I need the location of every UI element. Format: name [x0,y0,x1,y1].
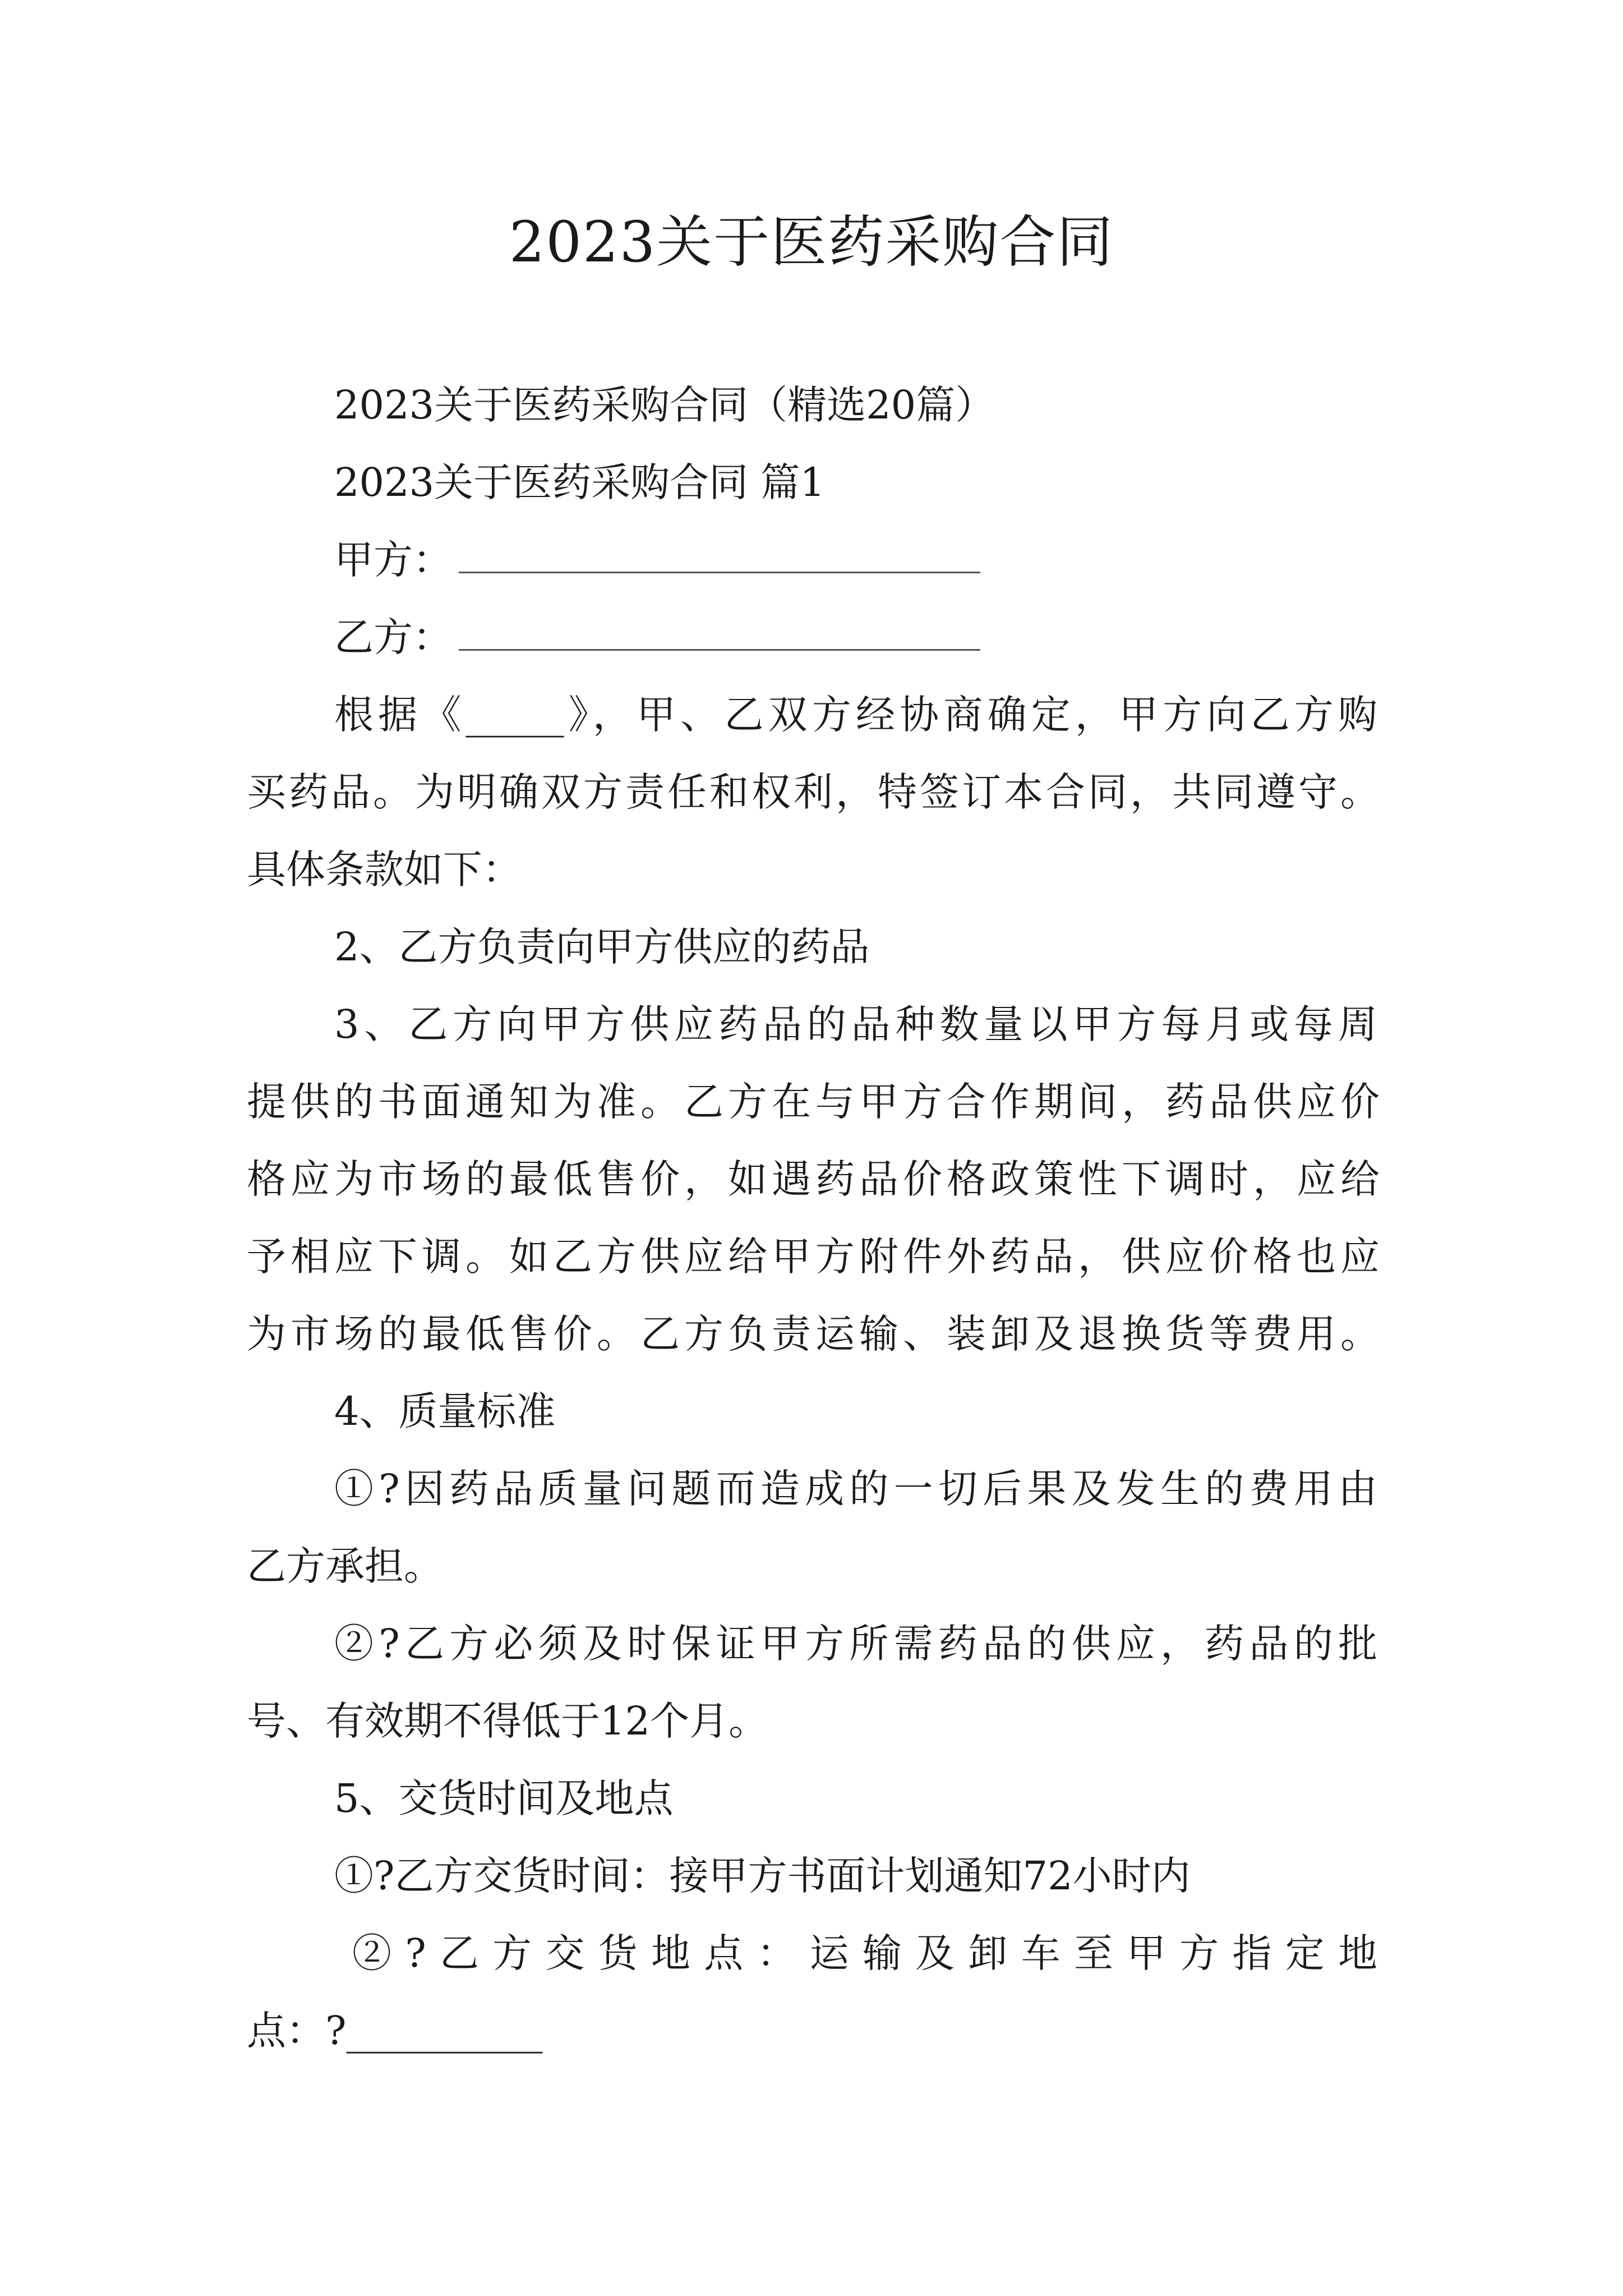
clause-3-line-3: 格应为市场的最低售价，如遇药品价格政策性下调时，应给 [247,1156,1380,1202]
clause-3-line-5: 为市场的最低售价。乙方负责运输、装卸及退换货等费用。 [247,1311,1380,1357]
subtitle: 2023关于医药采购合同（精选20篇） [334,382,995,428]
party-b-label: 乙方： [334,614,452,660]
intro-line-3: 具体条款如下： [247,846,522,892]
clause-3-line-2: 提供的书面通知为准。乙方在与甲方合作期间，药品供应价 [247,1079,1380,1125]
clause-4-item-2-line-2: 号、有效期不得低于12个月。 [247,1698,768,1744]
clause-4-heading: 4、质量标准 [334,1388,556,1434]
clause-4-item-2-line-1: ②?乙方必须及时保证甲方所需药品的供应，药品的批 [334,1621,1377,1667]
section-heading: 2023关于医药采购合同 篇1 [334,459,825,505]
intro-line-2: 买药品。为明确双方责任和权利，特签订本合同，共同遵守。 [247,769,1380,815]
document-title: 2023关于医药采购合同 [509,209,1114,275]
party-a-label: 甲方： [334,537,452,583]
intro-line-1: 根据《_____》，甲、乙双方经协商确定，甲方向乙方购 [334,692,1377,738]
clause-5-item-1: ①?乙方交货时间：接甲方书面计划通知72小时内 [334,1853,1191,1899]
clause-5-item-2-line-1: ②?乙方交货地点：运输及卸车至甲方指定地 [352,1930,1377,1976]
clause-3-line-4: 予相应下调。如乙方供应给甲方附件外药品，供应价格也应 [247,1234,1380,1280]
party-b-blank [459,614,980,651]
party-b-line [334,609,980,665]
clause-5-heading: 5、交货时间及地点 [334,1775,674,1821]
party-a-blank [459,537,980,573]
clause-4-item-1-line-1: ①?因药品质量问题而造成的一切后果及发生的费用由 [334,1466,1377,1512]
clause-2: 2、乙方负责向甲方供应的药品 [334,924,870,970]
clause-4-item-1-line-2: 乙方承担。 [247,1543,443,1589]
party-a-line [334,532,980,588]
clause-3-line-1: 3、乙方向甲方供应药品的品种数量以甲方每月或每周 [334,1001,1377,1047]
clause-5-item-2-line-2: 点：?__________ [247,2008,543,2054]
